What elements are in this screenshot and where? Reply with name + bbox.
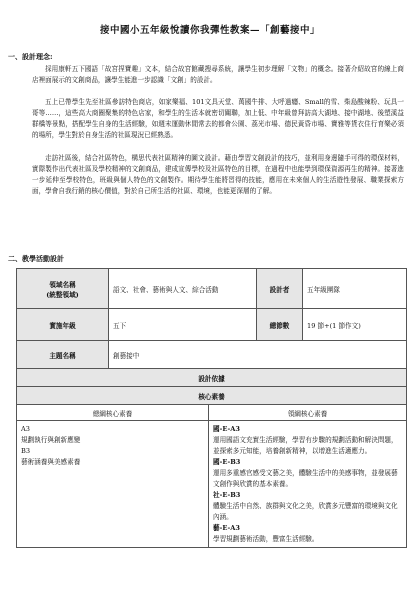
core-competency-header: 核心素養 [17,387,407,405]
competency-content-row [17,421,407,548]
general-text-a3: 規劃執行與創新應變 [21,436,81,444]
general-competency-header: 總綱核心素養 [17,405,209,421]
general-text-b3: 藝術涵養與美感素養 [21,458,81,466]
designer-value: 五年級團隊 [303,269,407,309]
domain-competency-header: 領綱核心素養 [209,405,407,421]
domain-code: 國-E-A3 [213,425,240,433]
grade-row [17,309,407,341]
general-code-a3: A3 [21,425,30,433]
general-competency-cell [17,421,209,548]
domain-text: 運用多重感官感受文藝之美，體驗生活中的美感事物，並發展藝文創作與欣賞的基本素養。 [213,469,398,488]
lesson-plan-table [16,268,407,548]
domain-competency-cell [209,421,407,548]
theme-label: 主題名稱 [17,341,109,369]
domain-text: 運用國語文充實生活經驗，學習有步驟的規劃活動和解決問題，並探索多元知能，培養創新精神，以增進生活適應力。 [213,436,398,455]
concept-paragraph-1: 採用康軒五下國語「故宮捏寶趣」文本，結合故宮館藏搜尋系統，讓學生初步理解「文物」的概念。接著介紹故宮的線上商店裡面展示的文創商品，讓學生能進一步認識「文創」的設計。 [32,65,404,84]
competency-header-row [17,405,407,421]
domain-text: 體驗生活中自然、族群與文化之美，欣賞多元豐富的環境與文化內涵。 [213,502,398,521]
grade-value: 五下 [109,309,257,341]
core-row [17,387,407,405]
basis-row [17,369,407,387]
section-heading-activity-design: 二、教學活動設計 [8,254,64,263]
design-basis-header: 設計依據 [17,369,407,387]
theme-value: 創藝接中 [109,341,407,369]
domain-label-cell [17,269,109,309]
theme-row [17,341,407,369]
domain-value: 語文、社會、藝術與人文、綜合活動 [109,269,257,309]
domain-code: 國-E-B3 [213,458,241,466]
concept-paragraph-3: 走訪社區後，結合社區特色，構思代表社區精神的圖文設計。藉由學習文創設計的技巧，並利用身邊隨手可得的環保材料，實際製作出代表社區及學校精神的文創商品，建成宣傳學校及社區特色的目標，在過程中也能學到環保資源再生的精神。接著進一步延伸至學校特色，班級與個人特色的文創製作。期待學生能將習得的技能，應用在未來個人的生活遊性發展、職業探索方面，學會自我行銷的核心價值，對於自己所生活的社區、環境，也能更深層的了解。 [32,154,404,195]
concept-paragraph-2: 五上已帶學生先至社區參訪特色商店，如家樂福、101文具天堂、萬國牛排、大呼過癮、Small的雪、柴島酸辣粉、玩具一哥等……，這些高大商圈聚集的特色店家，和學生的生活本就密切關聯，加上低、中年級曾拜訪高大湖地、接中湖地、後塑溪益群橋等景點，搭配學生自身的生活經驗，如週末運動休閒常去的都會公園、荔光市場、德民黃昏市場、寶雅等貨衣住行育樂必須的場所，學生對於自身生活的社區現況已經熟悉。 [32,98,404,139]
domain-row [17,269,407,309]
domain-label: 領域名稱 [49,280,76,289]
periods-value: 19 節+(1 節作文) [303,309,407,341]
document-title: 接中國小五年級悅讀你我彈性教案—「創藝接中」 [99,25,320,36]
grade-label: 實施年級 [17,309,109,341]
domain-code: 藝-E-A3 [213,524,240,532]
domain-code: 社-E-B3 [213,491,241,499]
periods-label: 總節數 [257,309,303,341]
designer-label: 設計者 [257,269,303,309]
section-heading-design-concept: 一、設計理念: [8,52,53,61]
domain-text: 學習規劃藝術活動，豐富生活經驗。 [213,535,319,543]
general-code-b3: B3 [21,447,31,455]
domain-label-sub: (統整領域) [46,290,79,299]
